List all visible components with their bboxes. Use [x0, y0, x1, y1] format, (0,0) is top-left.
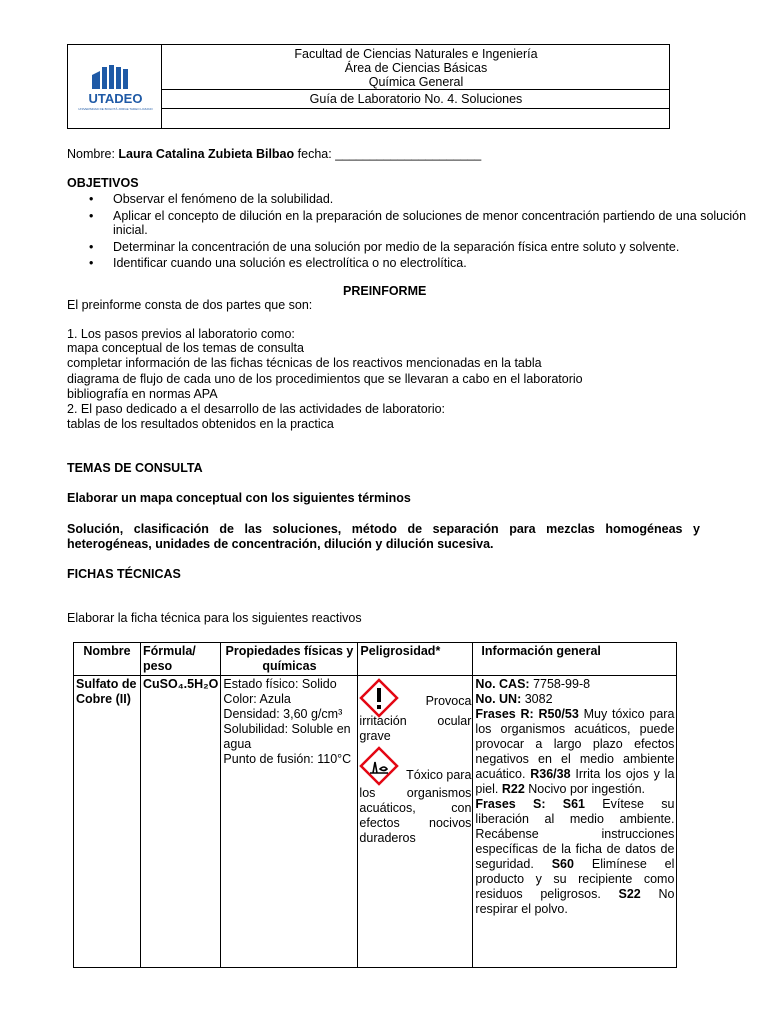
s-code: S61 — [562, 797, 585, 811]
table-row — [74, 676, 677, 968]
header-propiedades: Propiedades físicas y químicas — [221, 643, 358, 676]
header-faculty: Facultad de Ciencias Naturales e Ingeniería — [294, 47, 538, 61]
list-item: • Observar el fenómeno de la solubilidad. — [113, 192, 748, 207]
hazard-text: Provoca — [425, 694, 472, 708]
prop-line: Punto de fusión: 110°C — [223, 752, 352, 766]
list-item: • Aplicar el concepto de dilución en la preparación de soluciones de menor concentración partiendo de una solución inicial. — [113, 209, 748, 238]
header-table — [67, 44, 670, 129]
cas-value: 7758-99-8 — [533, 677, 591, 691]
cell-nombre: Sulfato de Cobre (II) — [74, 676, 141, 968]
hazard-text: irritación ocular grave — [359, 714, 472, 743]
ghs-exclamation-icon — [359, 678, 399, 718]
reactivos-table — [73, 642, 677, 968]
header-guide-title: Guía de Laboratorio No. 4. Soluciones — [309, 92, 523, 106]
fichas-instruction: Elaborar la ficha técnica para los siguientes reactivos — [67, 611, 362, 625]
preinforme-line: completar información de las fichas técnicas de los reactivos mencionadas en la tabla — [67, 356, 542, 370]
header-course: Química General — [368, 75, 464, 89]
list-item: • Determinar la concentración de una solución por medio de la separación física entre soluto y solvente. — [113, 240, 748, 255]
header-nombre: Nombre — [74, 643, 141, 676]
r-code: R22 — [501, 782, 525, 796]
preinforme-line: 2. El paso dedicado a el desarrollo de las actividades de laboratorio: — [67, 402, 446, 416]
r-code: R50/53 — [538, 707, 579, 721]
r-label: Frases R: — [475, 707, 534, 721]
objetivos-list — [67, 192, 748, 273]
r-text: Nocivo por ingestión. — [528, 782, 645, 796]
temas-subtitle: Elaborar un mapa conceptual con los siguientes términos — [67, 491, 411, 505]
r-text: Irrita los ojos y la piel. — [475, 767, 675, 796]
s-code: S60 — [551, 857, 574, 871]
un-label: No. UN: — [475, 692, 522, 706]
preinforme-line: mapa conceptual de los temas de consulta — [67, 341, 304, 355]
table-header-row — [74, 643, 677, 676]
r-code: R36/38 — [530, 767, 571, 781]
cell-peligrosidad — [358, 676, 473, 968]
prop-line: Densidad: 3,60 g/cm³ — [223, 707, 343, 721]
student-name: Laura Catalina Zubieta Bilbao — [118, 147, 295, 161]
r-text: Muy tóxico para los organismos acuáticos, puede provocar a largo plazo efectos negativos en el medio ambiente acuático. — [475, 707, 675, 781]
preinforme-line: tablas de los resultados obtenidos en la practica — [67, 417, 334, 431]
prop-line: Solubilidad: Soluble en agua — [223, 722, 351, 751]
temas-title: TEMAS DE CONSULTA — [67, 461, 203, 475]
fichas-title: FICHAS TÉCNICAS — [67, 567, 181, 581]
list-item: • Identificar cuando una solución es electrolítica o no electrolítica. — [113, 256, 748, 271]
preinforme-intro: El preinforme consta de dos partes que son: — [67, 298, 313, 312]
header-informacion: Información general — [473, 643, 677, 676]
s-text: Elimínese el producto y su recipiente como residuos peligrosos. — [475, 857, 675, 901]
prop-line: Estado físico: Solido — [223, 677, 337, 691]
header-area: Área de Ciencias Básicas — [344, 61, 488, 75]
objetivos-title: OBJETIVOS — [67, 176, 139, 190]
logo-subtext: UNIVERSIDAD DE BOGOTÁ JORGE TADEO LOZANO — [78, 107, 153, 111]
hazard-text: los organismos acuáticos, con efectos nocivos duraderos — [359, 786, 472, 845]
s-label: Frases S: — [475, 797, 546, 811]
student-line — [67, 147, 481, 162]
cell-propiedades — [221, 676, 358, 968]
temas-terms: Solución, clasificación de las soluciones, método de separación para mezclas homogéneas y heterogéneas, unidades de concentración, dilución y dilución sucesiva. — [67, 522, 700, 551]
date-field: _____________________ — [335, 147, 482, 161]
preinforme-title: PREINFORME — [343, 284, 427, 298]
header-peligrosidad: Peligrosidad* — [358, 643, 473, 676]
utadeo-logo — [78, 63, 153, 113]
cell-formula: CuSO₄.5H₂O — [141, 676, 221, 968]
hazard-text: Tóxico para — [406, 768, 472, 782]
prop-line: Color: Azula — [223, 692, 291, 706]
s-text: No respirar el polvo. — [475, 887, 675, 916]
ghs-environment-icon — [359, 746, 399, 786]
logo-text: UTADEO — [88, 91, 143, 106]
s-code: S22 — [618, 887, 641, 901]
cas-label: No. CAS: — [475, 677, 530, 691]
header-formula: Fórmula/ peso — [141, 643, 221, 676]
preinforme-line: 1. Los pasos previos al laboratorio como: — [67, 327, 295, 341]
un-value: 3082 — [524, 692, 553, 706]
header-divider — [161, 108, 670, 109]
preinforme-line: diagrama de flujo de cada uno de los procedimientos que se llevaran a cabo en el laboratorio — [67, 372, 583, 386]
s-text: Evítese su liberación al medio ambiente. Recábense instrucciones específicas de la ficha de datos de seguridad. — [475, 797, 675, 871]
cell-informacion — [473, 676, 677, 968]
name-label: Nombre: — [67, 147, 115, 161]
date-label: fecha: — [297, 147, 332, 161]
preinforme-line: bibliografía en normas APA — [67, 387, 218, 401]
